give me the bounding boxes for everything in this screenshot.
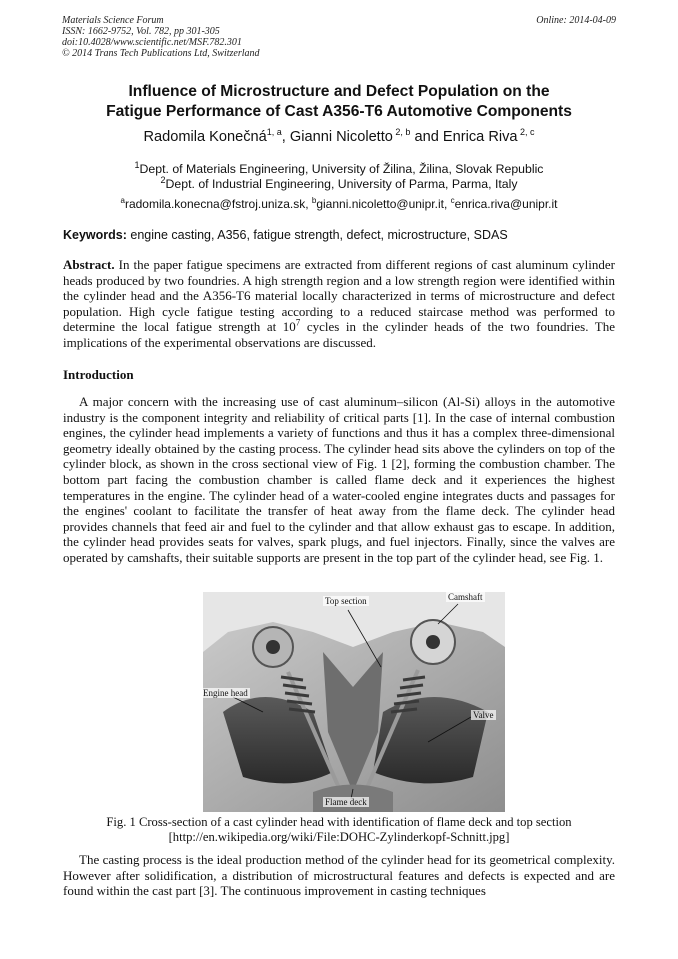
author-affil-mark: 2, b [392,127,411,138]
author-separator: and [410,129,443,145]
exponent: 7 [295,318,301,329]
email-mark: c [450,196,455,205]
affiliations [40,159,638,192]
section-heading-introduction: Introduction [63,367,134,382]
title-line-2: Fatigue Performance of Cast A356-T6 Automotive Components [106,103,572,120]
journal-name: Materials Science Forum [62,15,164,26]
figure-label-engine-head: Engine head [203,688,248,698]
email-mark: b [311,196,317,205]
affiliation-text: Dept. of Industrial Engineering, University of Parma, Parma, Italy [165,177,518,191]
figure-cylinder-head [203,592,505,812]
author-name: Gianni Nicoletto [289,129,393,145]
affil-mark: 2 [160,174,166,185]
email-address: enrica.riva@unipr.it [454,197,558,211]
title-line-1: Influence of Microstructure and Defect Population on the [128,83,550,100]
paper-title [40,82,638,122]
caption-line-1: Fig. 1 Cross-section of a cast cylinder head with identification of flame deck and top section [106,815,572,829]
figure-label-valve: Valve [473,710,494,720]
keywords-text: engine casting, A356, fatigue strength, defect, microstructure, SDAS [126,228,508,242]
email-address: radomila.konecna@fstroj.uniza.sk, [124,197,312,211]
figure-label-flame-deck: Flame deck [325,797,367,807]
abstract [63,257,615,351]
affil-mark: 1 [134,159,140,170]
author-name: Radomila Konečná [143,129,267,145]
keywords [63,228,508,242]
abstract-label: Abstract. [63,257,115,272]
affiliation-text: Dept. of Materials Engineering, University of Žilina, Žilina, Slovak Republic [139,162,544,176]
author-separator: , [281,129,290,145]
copyright-line: © 2014 Trans Tech Publications Ltd, Switzerland [62,48,260,59]
figure-label-top-section: Top section [325,596,367,606]
online-date: Online: 2014-04-09 [536,15,616,26]
author-name: Enrica Riva [442,129,518,145]
email-address: gianni.nicoletto@unipr.it, [316,197,451,211]
introduction-paragraph: A major concern with the increasing use of cast aluminum–silicon (Al-Si) alloys in the automotive industry is the component integrity and reliability of critical parts [1]. In the case of internal combustion engines, the cylinder head implements a variety of functions and thus it has a complex three-dimensional geometry ideally obtained by the casting process. The cylinder head sits above the cylinders on top of the cylinder block, as shown in the cross sectional view of Fig. 1 [2], forming the combustion chamber. The bottom part facing the combustion chamber is called flame deck and it experiences the highest temperatures in the engine. The cylinder head of a water-cooled engine integrates ducts and passages for the engines' coolant to facilitate the transfer of heat away from the flame deck. The cylinder head provides channels that feed air and fuel to the cylinder and that allow exhaust gas to escape. In addition, the cylinder head provides seats for valves, spark plugs, and fuel injectors. Finally, since the valves are operated by camshafts, their suitable supports are present in the top part of the cylinder head, see Fig. 1. [63,394,615,565]
abstract-text-end: cycles in the cylinder heads of the two foundries. The implications of the experimental observations are discussed. [63,319,615,350]
abstract-text: In the paper fatigue specimens are extracted from different regions of cast aluminum cylinder heads produced by two foundries. A high strength region and a low strength region were identified within the cylinder head and the A356-T6 material locally characterized in terms of microstructure and defect population. High cycle fatigue testing according to a reduced staircase method was performed to determine the local fatigue strength at 10 [63,257,615,335]
keywords-label: Keywords: [63,228,127,242]
running-header [62,15,260,59]
affiliation-1 [40,159,638,177]
author-list [40,129,638,145]
doi-line: doi:10.4028/www.scientific.net/MSF.782.301 [62,37,242,48]
caption-line-2: [http://en.wikipedia.org/wiki/File:DOHC-Zylinderkopf-Schnitt.jpg] [168,830,510,844]
casting-paragraph: The casting process is the ideal production method of the cylinder head for its geometrical complexity. However after solidification, a distribution of microstructural features and defects is expected and are found within the cast part [3]. The continuous improvement in casting techniques [63,852,615,899]
figure-label-camshaft: Camshaft [448,592,483,602]
cylinder-head-illustration [203,592,505,812]
email-list [40,197,638,211]
figure-caption [40,815,638,845]
author-affil-mark: 1, a [266,127,282,138]
issn-line: ISSN: 1662-9752, Vol. 782, pp 301-305 [62,26,220,37]
email-mark: a [120,196,125,205]
affiliation-2 [40,174,638,192]
author-affil-mark: 2, c [517,127,535,138]
